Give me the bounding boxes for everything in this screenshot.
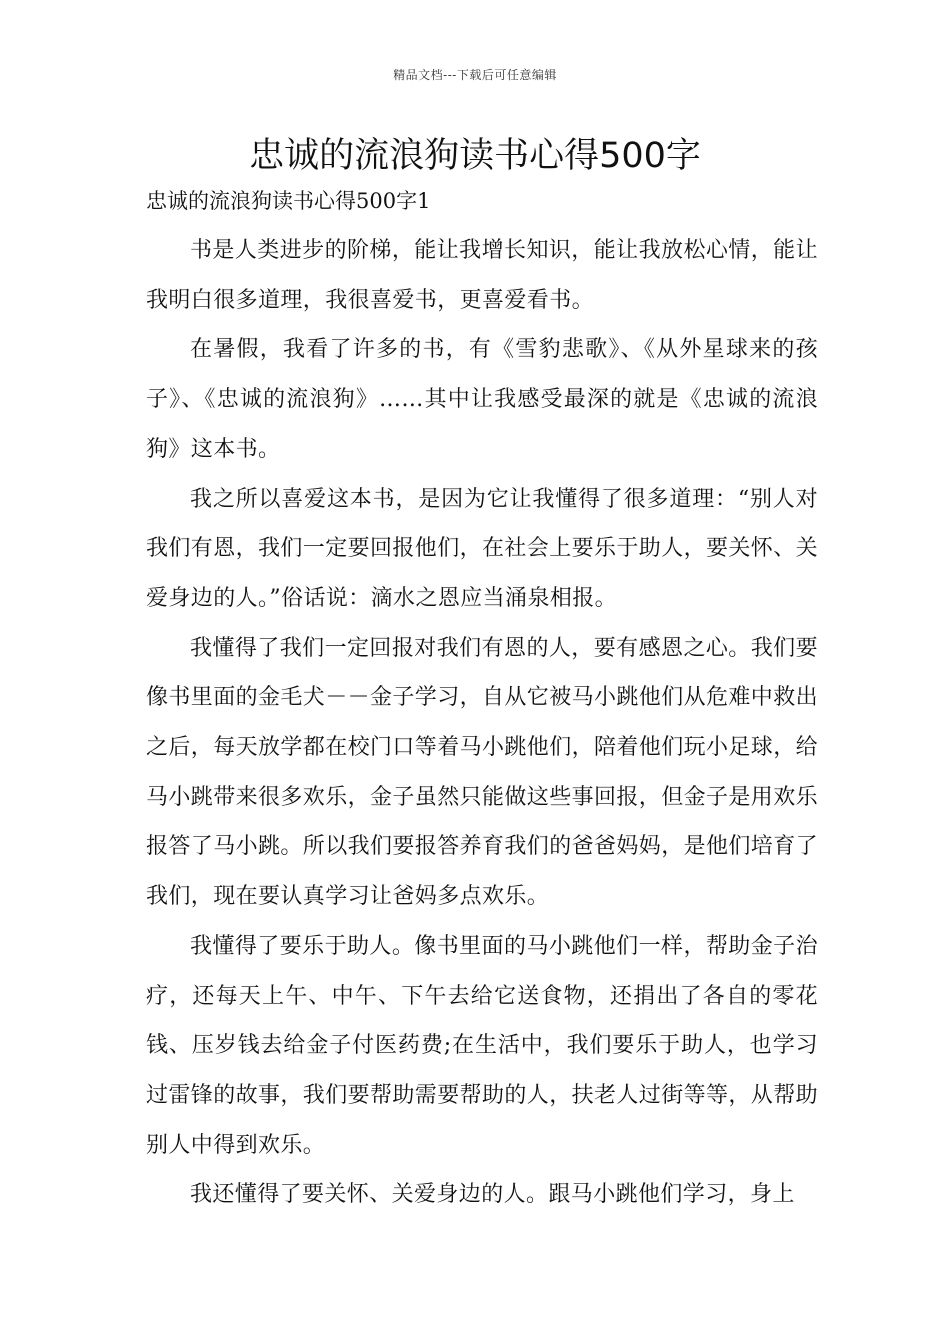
document-subtitle: 忠诚的流浪狗读书心得500字1: [146, 189, 431, 213]
paragraph-2: 在暑假，我看了许多的书，有《雪豹悲歌》、《从外星球来的孩子》、《忠诚的流浪狗》……其中让我感受最深的就是《忠诚的流浪狗》这本书。: [146, 337, 818, 462]
paragraph-4: 我懂得了我们一定回报对我们有恩的人，要有感恩之心。我们要像书里面的金毛犬－－金子学习，自从它被马小跳他们从危难中救出之后，每天放学都在校门口等着马小跳他们，陪着他们玩小足球，给马小跳带来很多欢乐，金子虽然只能做这些事回报，但金子是用欢乐报答了马小跳。所以我们要报答养育我们的爸爸妈妈，是他们培育了我们，现在要认真学习让爸妈多点欢乐。: [146, 635, 819, 910]
paragraph-5: 我懂得了要乐于助人。像书里面的马小跳他们一样，帮助金子治疗，还每天上午、中午、下午去给它送食物，还捐出了各自的零花钱、压岁钱去给金子付医药费;在生活中，我们要乐于助人，也学习过雷锋的故事，我们要帮助需要帮助的人，扶老人过街等等，从帮助别人中得到欢乐。: [146, 933, 819, 1158]
header-note: 精品文档---下载后可任意编辑: [393, 68, 557, 82]
document-body: [146, 226, 818, 1220]
document-title: 忠诚的流浪狗读书心得500字: [249, 136, 701, 176]
paragraph-6: 我还懂得了要关怀、关爱身边的人。跟马小跳他们学习，身上: [190, 1182, 795, 1208]
paragraph-1: 书是人类进步的阶梯，能让我增长知识，能让我放松心情，能让我明白很多道理，我很喜爱书，更喜爱看书。: [146, 238, 818, 313]
paragraph-3: 我之所以喜爱这本书，是因为它让我懂得了很多道理：“别人对我们有恩，我们一定要回报他们，在社会上要乐于助人，要关怀、关爱身边的人。”俗话说：滴水之恩应当涌泉相报。: [146, 486, 819, 611]
